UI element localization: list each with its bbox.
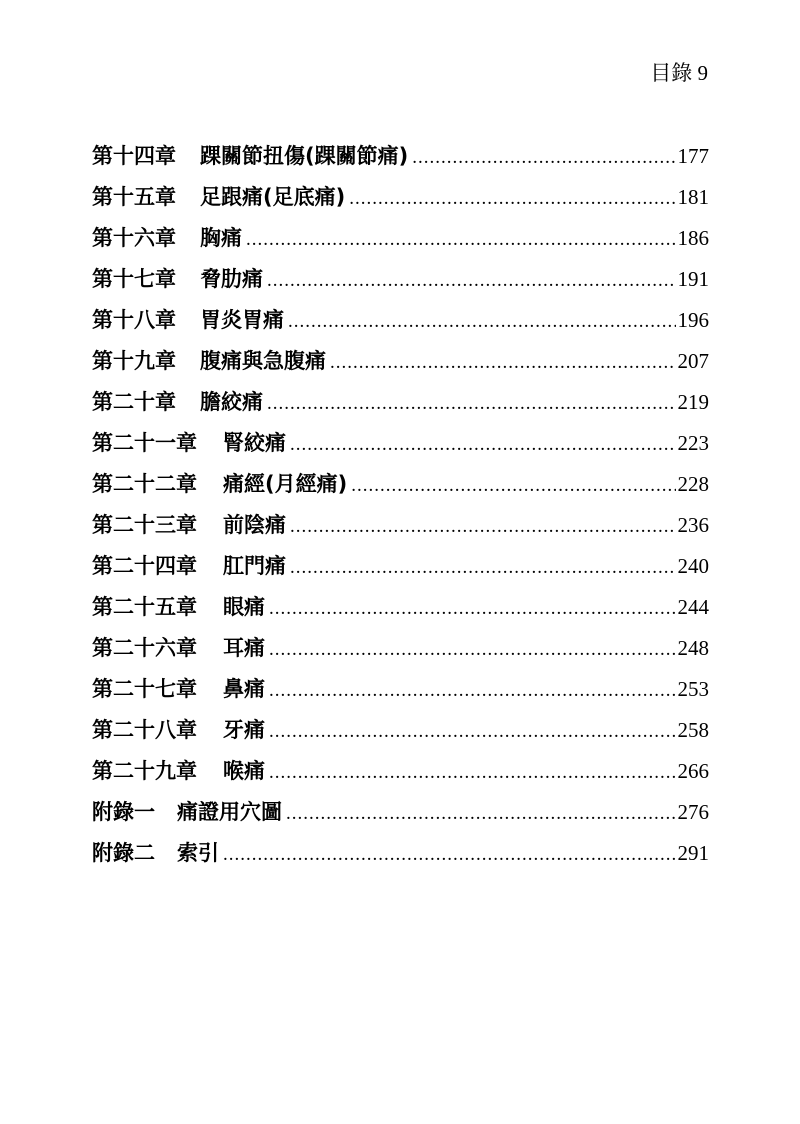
entry-title: 牙痛 <box>223 718 265 742</box>
dot-leader <box>269 670 676 711</box>
entry-chapter: 第二十六章 <box>92 636 197 660</box>
entry-chapter: 第十七章 <box>92 267 176 291</box>
entry-title: 索引 <box>177 841 219 865</box>
toc-entry[interactable] <box>92 751 709 792</box>
dot-leader <box>269 711 676 752</box>
dot-leader <box>351 465 675 506</box>
toc-entry[interactable] <box>92 218 709 259</box>
dot-leader <box>246 219 676 260</box>
dot-leader <box>349 178 675 219</box>
entry-chapter: 第十六章 <box>92 226 176 250</box>
entry-chapter: 第十五章 <box>92 185 176 209</box>
toc-entry[interactable] <box>92 423 709 464</box>
entry-page-number: 244 <box>677 595 709 619</box>
dot-leader <box>412 137 675 178</box>
entry-chapter: 附錄二 <box>92 841 155 865</box>
entry-title: 足跟痛(足底痛) <box>200 185 346 209</box>
dot-leader <box>223 834 676 875</box>
dot-leader <box>267 260 676 301</box>
entry-title: 鼻痛 <box>223 677 265 701</box>
entry-chapter: 第二十二章 <box>92 472 197 496</box>
entry-title: 痛證用穴圖 <box>177 800 282 824</box>
toc-entry[interactable] <box>92 177 709 218</box>
toc-entry[interactable] <box>92 464 709 505</box>
entry-title: 胃炎胃痛 <box>200 308 284 332</box>
entry-page-number: 291 <box>677 841 709 865</box>
table-of-contents <box>92 136 709 874</box>
entry-title: 眼痛 <box>223 595 265 619</box>
toc-entry[interactable] <box>92 833 709 874</box>
entry-chapter: 第二十四章 <box>92 554 197 578</box>
entry-chapter: 第二十八章 <box>92 718 197 742</box>
entry-title: 耳痛 <box>223 636 265 660</box>
toc-entry[interactable] <box>92 341 709 382</box>
entry-page-number: 186 <box>677 226 709 250</box>
toc-entry[interactable] <box>92 628 709 669</box>
toc-entry[interactable] <box>92 710 709 751</box>
entry-chapter: 第十八章 <box>92 308 176 332</box>
toc-entry[interactable] <box>92 300 709 341</box>
entry-page-number: 191 <box>677 267 709 291</box>
page-header: 目錄 9 <box>650 61 708 85</box>
entry-title: 膽絞痛 <box>200 390 263 414</box>
dot-leader <box>288 301 676 342</box>
entry-chapter: 第二十三章 <box>92 513 197 537</box>
entry-page-number: 177 <box>677 144 709 168</box>
toc-entry[interactable] <box>92 505 709 546</box>
entry-chapter: 第二十九章 <box>92 759 197 783</box>
dot-leader <box>290 506 676 547</box>
entry-title: 喉痛 <box>223 759 265 783</box>
entry-page-number: 219 <box>677 390 709 414</box>
entry-page-number: 248 <box>677 636 709 660</box>
entry-title: 胸痛 <box>200 226 242 250</box>
dot-leader <box>290 547 676 588</box>
entry-title: 痛經(月經痛) <box>223 472 348 496</box>
entry-page-number: 223 <box>677 431 709 455</box>
dot-leader <box>330 342 676 383</box>
entry-title: 前陰痛 <box>223 513 286 537</box>
toc-entry[interactable] <box>92 546 709 587</box>
entry-page-number: 266 <box>677 759 709 783</box>
entry-title: 肛門痛 <box>223 554 286 578</box>
entry-page-number: 276 <box>677 800 709 824</box>
entry-page-number: 236 <box>677 513 709 537</box>
entry-chapter: 第二十五章 <box>92 595 197 619</box>
dot-leader <box>267 383 676 424</box>
entry-page-number: 207 <box>677 349 709 373</box>
toc-entry[interactable] <box>92 669 709 710</box>
dot-leader <box>269 588 676 629</box>
entry-title: 脅肋痛 <box>200 267 263 291</box>
entry-chapter: 第二十章 <box>92 390 176 414</box>
toc-entry[interactable] <box>92 259 709 300</box>
entry-page-number: 228 <box>677 472 709 496</box>
entry-page-number: 258 <box>677 718 709 742</box>
entry-page-number: 253 <box>677 677 709 701</box>
entry-chapter: 第二十一章 <box>92 431 197 455</box>
dot-leader <box>286 793 676 834</box>
dot-leader <box>269 629 676 670</box>
toc-entry[interactable] <box>92 382 709 423</box>
entry-title: 踝關節扭傷(踝關節痛) <box>200 144 409 168</box>
entry-page-number: 181 <box>677 185 709 209</box>
toc-entry[interactable] <box>92 587 709 628</box>
entry-page-number: 240 <box>677 554 709 578</box>
dot-leader <box>269 752 676 793</box>
entry-title: 腹痛與急腹痛 <box>200 349 326 373</box>
entry-chapter: 第二十七章 <box>92 677 197 701</box>
entry-chapter: 第十九章 <box>92 349 176 373</box>
entry-title: 腎絞痛 <box>223 431 286 455</box>
entry-page-number: 196 <box>677 308 709 332</box>
toc-entry[interactable] <box>92 792 709 833</box>
toc-entry[interactable] <box>92 136 709 177</box>
entry-chapter: 第十四章 <box>92 144 176 168</box>
dot-leader <box>290 424 676 465</box>
entry-chapter: 附錄一 <box>92 800 155 824</box>
